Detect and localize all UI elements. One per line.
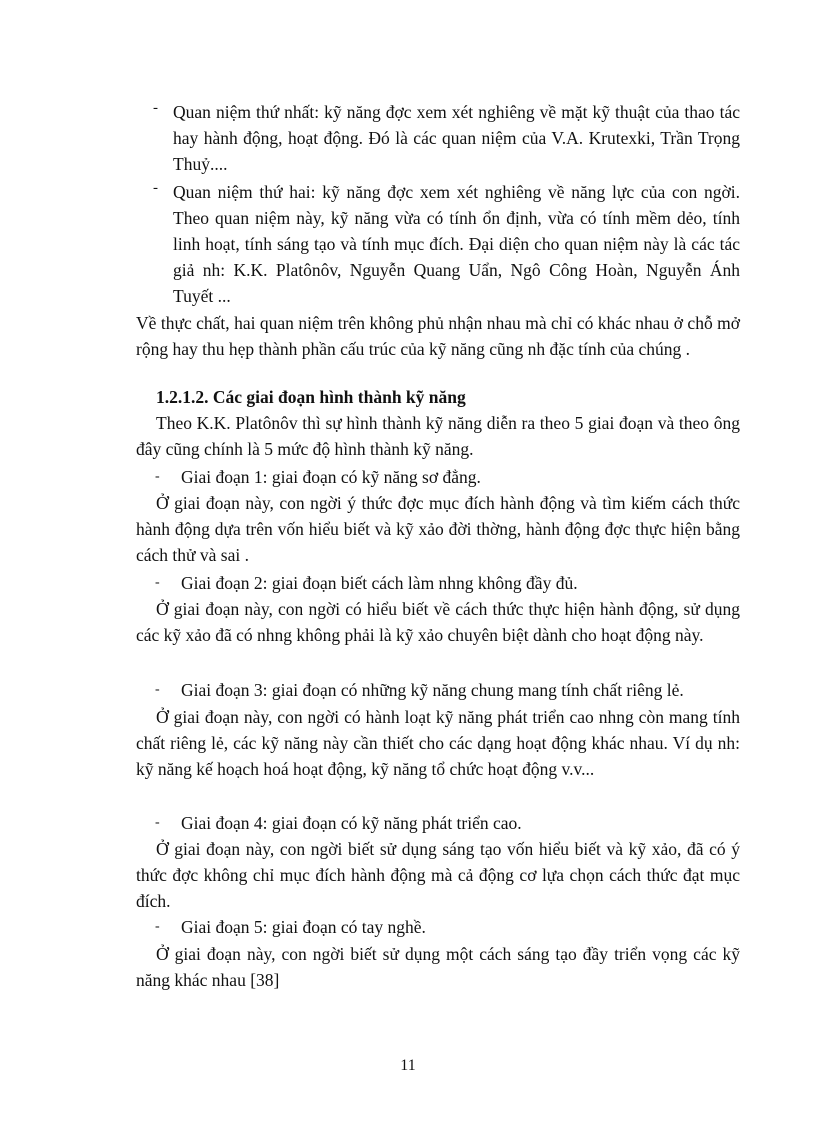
stage-title — [155, 810, 740, 836]
page-number: 11 — [400, 1057, 416, 1074]
stage-title — [155, 570, 740, 596]
dash-bullet: - — [155, 682, 160, 697]
stage-title-text: Giai đoạn 3: giai đoạn có những kỹ năng chung mang tính chất riêng lẻ. — [181, 680, 684, 700]
stage-description: Ở giai đoạn này, con ngời ý thức đợc mục đích hành động và tìm kiếm cách thức hành động dựa trên vốn hiểu biết và kỹ xảo đời thờng, hành động đợc thực hiện bằng cách thử và sai . — [136, 493, 740, 565]
bullet-item-first-view — [155, 99, 740, 177]
stage-title — [155, 914, 740, 940]
summary-paragraph: Về thực chất, hai quan niệm trên không phủ nhận nhau mà chỉ có khác nhau ở chỗ mở rộng hay thu hẹp thành phần cấu trúc của kỹ năng cũng nh đặc tính của chúng . — [136, 313, 740, 359]
dash-bullet: - — [155, 815, 160, 830]
stage-title-text: Giai đoạn 4: giai đoạn có kỹ năng phát triển cao. — [181, 813, 522, 833]
stage-description: Ở giai đoạn này, con ngời biết sử dụng một cách sáng tạo đầy triển vọng các kỹ năng khác nhau [38] — [136, 944, 740, 990]
stage-title — [155, 677, 740, 703]
bullet-item-second-view — [155, 179, 740, 309]
dash-bullet: - — [155, 469, 160, 484]
stage-title — [155, 464, 740, 490]
section-heading: 1.2.1.2. Các giai đoạn hình thành kỹ năng — [156, 387, 466, 407]
stage-description: Ở giai đoạn này, con ngời có hành loạt kỹ năng phát triển cao nhng còn mang tính chất riêng lẻ, các kỹ năng này cần thiết cho các dạng hoạt động khác nhau. Ví dụ nh: kỹ năng kế hoạch hoá hoạt động, kỹ năng tổ chức hoạt động v.v... — [136, 707, 740, 779]
dash-bullet: - — [153, 180, 158, 196]
stage-title-text: Giai đoạn 1: giai đoạn có kỹ năng sơ đẳng. — [181, 467, 481, 487]
bullet-text: Quan niệm thứ nhất: kỹ năng đợc xem xét nghiêng về mặt kỹ thuật của thao tác hay hành động, hoạt động. Đó là các quan niệm của V.A. Krutexki, Trần Trọng Thuỷ.... — [173, 102, 740, 174]
stage-description: Ở giai đoạn này, con ngời biết sử dụng sáng tạo vốn hiểu biết và kỹ xảo, đã có ý thức đợc không chỉ mục đích hành động mà cả động cơ lựa chọn cách thức đạt mục đích. — [136, 839, 740, 911]
stage-title-text: Giai đoạn 5: giai đoạn có tay nghề. — [181, 917, 426, 937]
bullet-text: Quan niệm thứ hai: kỹ năng đợc xem xét nghiêng về năng lực của con ngời. Theo quan niệm này, kỹ năng vừa có tính ổn định, vừa có tính mềm dẻo, tính linh hoạt, tính sáng tạo và tính mục đích. Đại diện cho quan niệm này là các tác giả nh: K.K. Platônôv, Nguyễn Quang Uẩn, Ngô Công Hoàn, Nguyễn Ánh Tuyết ... — [173, 182, 740, 306]
dash-bullet: - — [155, 575, 160, 590]
dash-bullet: - — [153, 100, 158, 116]
dash-bullet: - — [155, 919, 160, 934]
stage-description: Ở giai đoạn này, con ngời có hiểu biết về cách thức thực hiện hành động, sử dụng các kỹ xảo đã có nhng không phải là kỹ xảo chuyên biệt dành cho hoạt động này. — [136, 599, 740, 645]
stage-title-text: Giai đoạn 2: giai đoạn biết cách làm nhng không đầy đủ. — [181, 573, 578, 593]
intro-paragraph: Theo K.K. Platônôv thì sự hình thành kỹ năng diễn ra theo 5 giai đoạn và theo ông đây cũng chính là 5 mức độ hình thành kỹ năng. — [136, 413, 740, 459]
